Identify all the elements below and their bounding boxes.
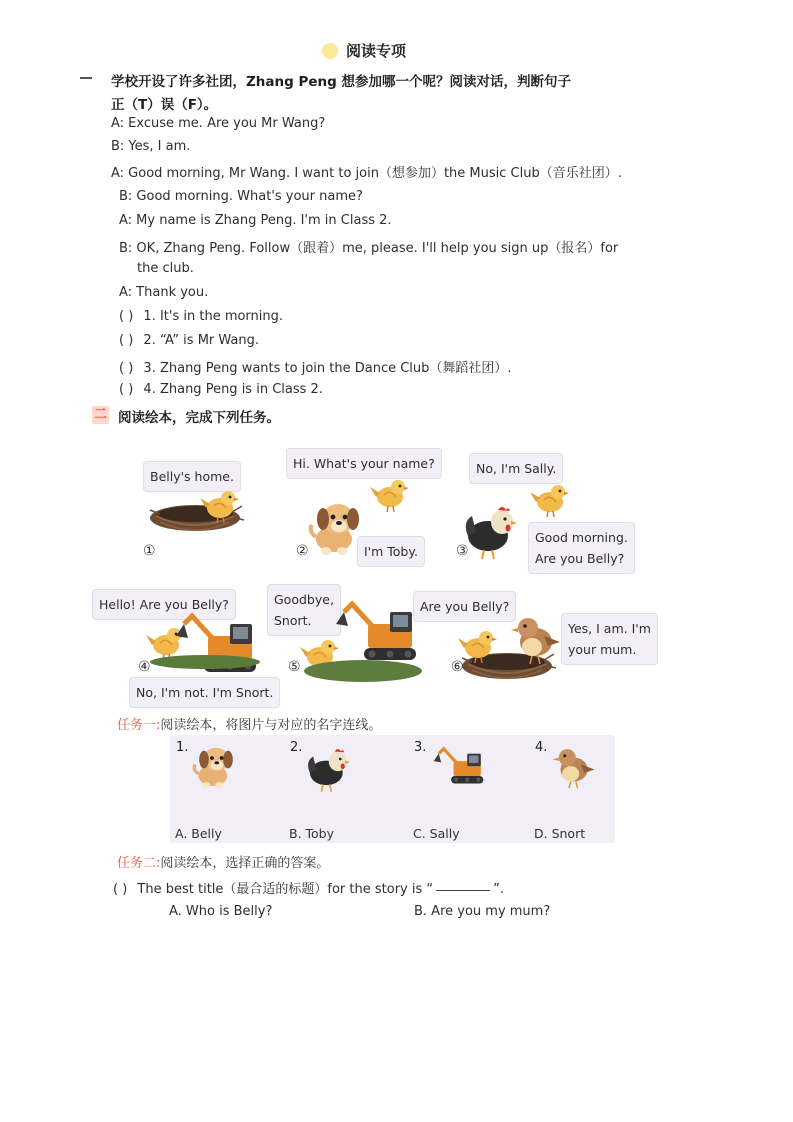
- answer-blank[interactable]: ( ): [119, 361, 134, 376]
- task-two-text: 阅读绘本，选择正确的答案。: [160, 856, 330, 871]
- answer-blank[interactable]: ( ): [119, 382, 134, 397]
- bubble-line: Are you Belly?: [535, 551, 625, 566]
- speech-bubble: Belly's home.: [143, 461, 241, 492]
- page-title: 阅读专项: [346, 42, 407, 60]
- option-a[interactable]: A. Who is Belly?: [169, 904, 273, 919]
- task-one-label: 任务一:: [117, 718, 161, 733]
- option-b[interactable]: B. Are you my mum?: [414, 904, 551, 919]
- dialogue-line: A: Good morning, Mr Wang. I want to join（想参加）the Music Club（音乐社团）.: [111, 166, 622, 181]
- panel-number: ④: [138, 659, 151, 675]
- question-text: 2. “A” is Mr Wang.: [143, 333, 259, 348]
- chick-icon: [458, 626, 498, 666]
- tf-question: [119, 333, 259, 348]
- bubble-line: Snort.: [274, 613, 312, 628]
- match-picture-number: 2.: [290, 740, 303, 755]
- hen-icon[interactable]: [305, 745, 355, 793]
- dialogue-line: A: Thank you.: [119, 285, 209, 300]
- hen-icon: [462, 502, 522, 562]
- section-one-number: [80, 77, 92, 79]
- dialogue-line: B: Yes, I am.: [111, 139, 191, 154]
- bubble-line: Good morning.: [535, 530, 628, 545]
- fill-in-blank-line[interactable]: [436, 890, 490, 891]
- dialogue-line: B: OK, Zhang Peng. Follow（跟着）me, please. I'll help you sign up（报名）for: [119, 241, 619, 256]
- chick-icon: [370, 475, 410, 515]
- match-picture-number: 4.: [535, 740, 548, 755]
- bubble-line: Goodbye,: [274, 592, 334, 607]
- match-name-option[interactable]: B. Toby: [289, 826, 335, 841]
- task-two-instruction: [117, 852, 329, 871]
- speech-bubble: [561, 613, 658, 665]
- panel-number: ①: [143, 543, 156, 559]
- task-one-instruction: [117, 714, 381, 733]
- task-two-label: 任务二:: [117, 856, 161, 871]
- tf-question: [119, 309, 283, 324]
- match-name-option[interactable]: A. Belly: [175, 826, 222, 841]
- excavator-icon: [330, 598, 420, 662]
- tf-question: [119, 382, 323, 397]
- speech-bubble: No, I'm Sally.: [469, 453, 563, 484]
- tf-question: [119, 357, 512, 376]
- excavator-icon[interactable]: [430, 745, 492, 785]
- speech-bubble: I'm Toby.: [357, 536, 425, 567]
- grass-ground: [304, 660, 422, 682]
- section-two-instruction: 阅读绘本，完成下列任务。: [118, 410, 280, 426]
- dialogue-line: B: Good morning. What's your name?: [119, 189, 363, 204]
- speech-bubble: Hi. What's your name?: [286, 448, 442, 479]
- question-text-after: ”.: [493, 882, 504, 897]
- panel-number: ②: [296, 543, 309, 559]
- dialogue-line: the club.: [137, 261, 194, 276]
- panel-number: ⑤: [288, 659, 301, 675]
- speech-bubble: [528, 522, 635, 574]
- panel-number: ③: [456, 543, 469, 559]
- chick-icon: [530, 480, 570, 520]
- match-name-option[interactable]: C. Sally: [413, 826, 460, 841]
- task-two-question: [113, 878, 504, 897]
- dialogue-line: A: Excuse me. Are you Mr Wang?: [111, 116, 326, 131]
- speech-bubble: Are you Belly?: [413, 591, 516, 622]
- section-one-instruction-1: 学校开设了许多社团，Zhang Peng 想参加哪一个呢？阅读对话，判断句子: [111, 74, 572, 90]
- dog-icon[interactable]: [192, 742, 240, 792]
- match-picture-number: 1.: [176, 740, 189, 755]
- question-text-before: The best title（最合适的标题）for the story is “: [137, 882, 434, 897]
- bubble-line: your mum.: [568, 642, 637, 657]
- question-text: 4. Zhang Peng is in Class 2.: [143, 382, 323, 397]
- chick-icon: [200, 486, 240, 526]
- match-picture-number: 3.: [414, 740, 427, 755]
- panel-number: ⑥: [451, 659, 464, 675]
- question-text: 3. Zhang Peng wants to join the Dance Club（舞蹈社团）.: [143, 361, 512, 376]
- speech-bubble: No, I'm not. I'm Snort.: [129, 677, 280, 708]
- question-text: 1. It's in the morning.: [143, 309, 284, 324]
- grass-ground: [150, 655, 260, 669]
- answer-blank[interactable]: ( ): [113, 882, 128, 897]
- bubble-line: Yes, I am. I'm: [568, 621, 651, 636]
- sparrow-icon[interactable]: [552, 744, 597, 790]
- sparrow-icon: [510, 612, 566, 672]
- section-one-instruction-2: 正（T）误（F）。: [111, 97, 218, 113]
- speech-bubble: Hello! Are you Belly?: [92, 589, 236, 620]
- task-one-text: 阅读绘本，将图片与对应的名字连线。: [160, 718, 382, 733]
- match-name-option[interactable]: D. Snort: [534, 826, 586, 841]
- answer-blank[interactable]: ( ): [119, 333, 134, 348]
- answer-blank[interactable]: ( ): [119, 309, 134, 324]
- section-two-number: 二: [93, 407, 107, 422]
- dialogue-line: A: My name is Zhang Peng. I'm in Class 2.: [119, 213, 392, 228]
